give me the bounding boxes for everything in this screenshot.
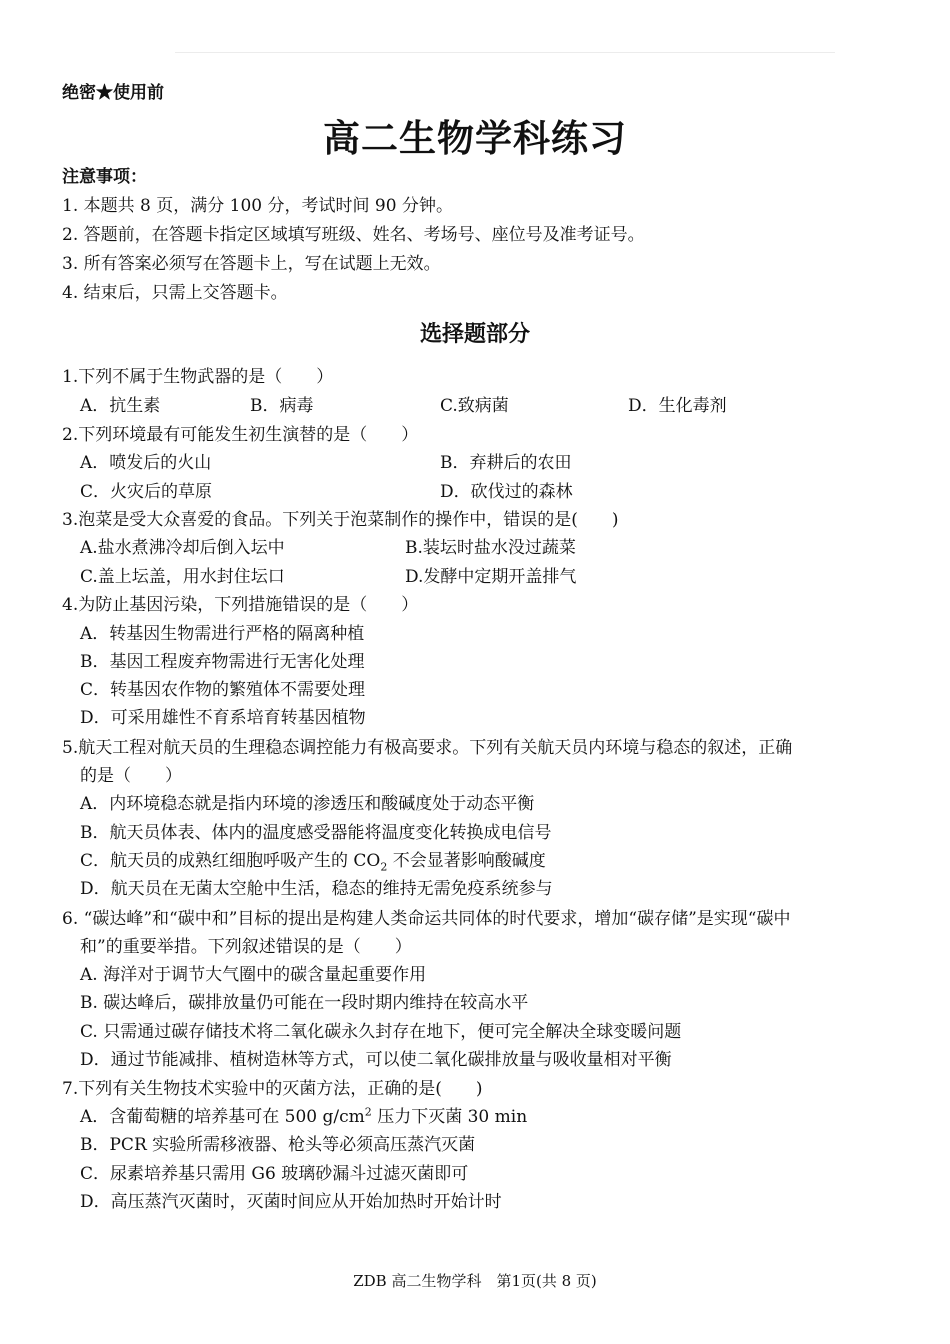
option-a — [80, 1102, 527, 1127]
option-b: B. 碳达峰后，碳排放量仍可能在一段时期内维持在较高水平 — [80, 993, 529, 1013]
option-b: B．航天员体表、体内的温度感受器能将温度变化转换成电信号 — [80, 823, 552, 843]
option-c: C. 只需通过碳存储技术将二氧化碳永久封存在地下，便可完全解决全球变暖问题 — [80, 1022, 682, 1042]
section-title: 选择题部分 — [419, 321, 530, 347]
page-footer: ZDB 高二生物学科 第1页(共 8 页) — [353, 1272, 597, 1290]
question-stem: 6. “碳达峰”和“碳中和”目标的提出是构建人类命运共同体的时代要求，增加“碳存储”是实现“碳中 — [62, 909, 791, 929]
question-stem: 7.下列有关生物技术实验中的灭菌方法，正确的是( ) — [62, 1079, 483, 1099]
option-c: C．火灾后的草原 — [80, 482, 213, 502]
question-stem: 5.航天工程对航天员的生理稳态调控能力有极高要求。下列有关航天员内环境与稳态的叙述，正确 — [62, 738, 793, 758]
option-d: D．航天员在无菌太空舱中生活，稳态的维持无需免疫系统参与 — [80, 879, 553, 899]
option-a-text: A．含葡萄糖的培养基可在 500 g/cm — [80, 1107, 365, 1127]
option-b: B．弃耕后的农田 — [440, 453, 572, 473]
top-divider — [175, 52, 835, 53]
option-d: D．高压蒸汽灭菌时，灭菌时间应从开始加热时开始计时 — [80, 1192, 502, 1212]
notice-item: 2. 答题前，在答题卡指定区域填写班级、姓名、考场号、座位号及准考证号。 — [62, 225, 645, 245]
option-d: D．可采用雄性不育系培育转基因植物 — [80, 708, 366, 728]
question-stem: 2.下列环境最有可能发生初生演替的是（ ） — [62, 425, 419, 445]
cm2-superscript: 2 — [364, 1105, 372, 1119]
question-stem: 3.泡菜是受大众喜爱的食品。下列关于泡菜制作的操作中，错误的是( ) — [62, 510, 619, 530]
option-d: D．通过节能减排、植树造林等方式，可以使二氧化碳排放量与吸收量相对平衡 — [80, 1050, 672, 1070]
option-a: A．喷发后的火山 — [80, 453, 212, 473]
option-c: C.致病菌 — [440, 396, 509, 416]
question-stem: 4.为防止基因污染，下列措施错误的是（ ） — [62, 595, 419, 615]
option-a-tail: 压力下灭菌 30 min — [371, 1107, 528, 1127]
option-b: B．病毒 — [250, 396, 314, 416]
notice-item: 3. 所有答案必须写在答题卡上，写在试题上无效。 — [62, 254, 441, 274]
question-stem-cont: 和”的重要举措。下列叙述错误的是（ ） — [80, 937, 412, 957]
option-c-tail: 不会显著影响酸碱度 — [387, 851, 546, 871]
option-b: B．基因工程废弃物需进行无害化处理 — [80, 652, 365, 672]
question-stem-cont: 的是（ ） — [80, 766, 182, 786]
option-d: D．生化毒剂 — [628, 396, 727, 416]
option-a: A．抗生素 — [80, 396, 161, 416]
option-c-text: C．航天员的成熟红细胞呼吸产生的 CO — [80, 851, 381, 871]
co2-subscript: 2 — [380, 860, 388, 874]
notice-item: 4. 结束后，只需上交答题卡。 — [62, 283, 288, 303]
notice-item: 1. 本题共 8 页，满分 100 分，考试时间 90 分钟。 — [62, 196, 453, 216]
page-title: 高二生物学科练习 — [323, 116, 627, 160]
notice-heading: 注意事项： — [62, 167, 147, 187]
question-stem: 1.下列不属于生物武器的是（ ） — [62, 367, 334, 387]
option-c: C．尿素培养基只需用 G6 玻璃砂漏斗过滤灭菌即可 — [80, 1164, 469, 1184]
option-a: A．转基因生物需进行严格的隔离种植 — [80, 624, 365, 644]
secret-label: 绝密★使用前 — [62, 83, 164, 103]
option-c — [80, 846, 546, 873]
option-a: A．内环境稳态就是指内环境的渗透压和酸碱度处于动态平衡 — [80, 794, 535, 814]
option-d: D．砍伐过的森林 — [440, 482, 573, 502]
option-a: A.盐水煮沸冷却后倒入坛中 — [80, 538, 285, 558]
option-c: C.盖上坛盖，用水封住坛口 — [80, 567, 285, 587]
option-a: A. 海洋对于调节大气圈中的碳含量起重要作用 — [80, 965, 427, 985]
option-b: B．PCR 实验所需移液器、枪头等必须高压蒸汽灭菌 — [80, 1135, 476, 1155]
option-d: D.发酵中定期开盖排气 — [405, 567, 577, 587]
option-b: B.装坛时盐水没过蔬菜 — [405, 538, 576, 558]
option-c: C．转基因农作物的繁殖体不需要处理 — [80, 680, 366, 700]
